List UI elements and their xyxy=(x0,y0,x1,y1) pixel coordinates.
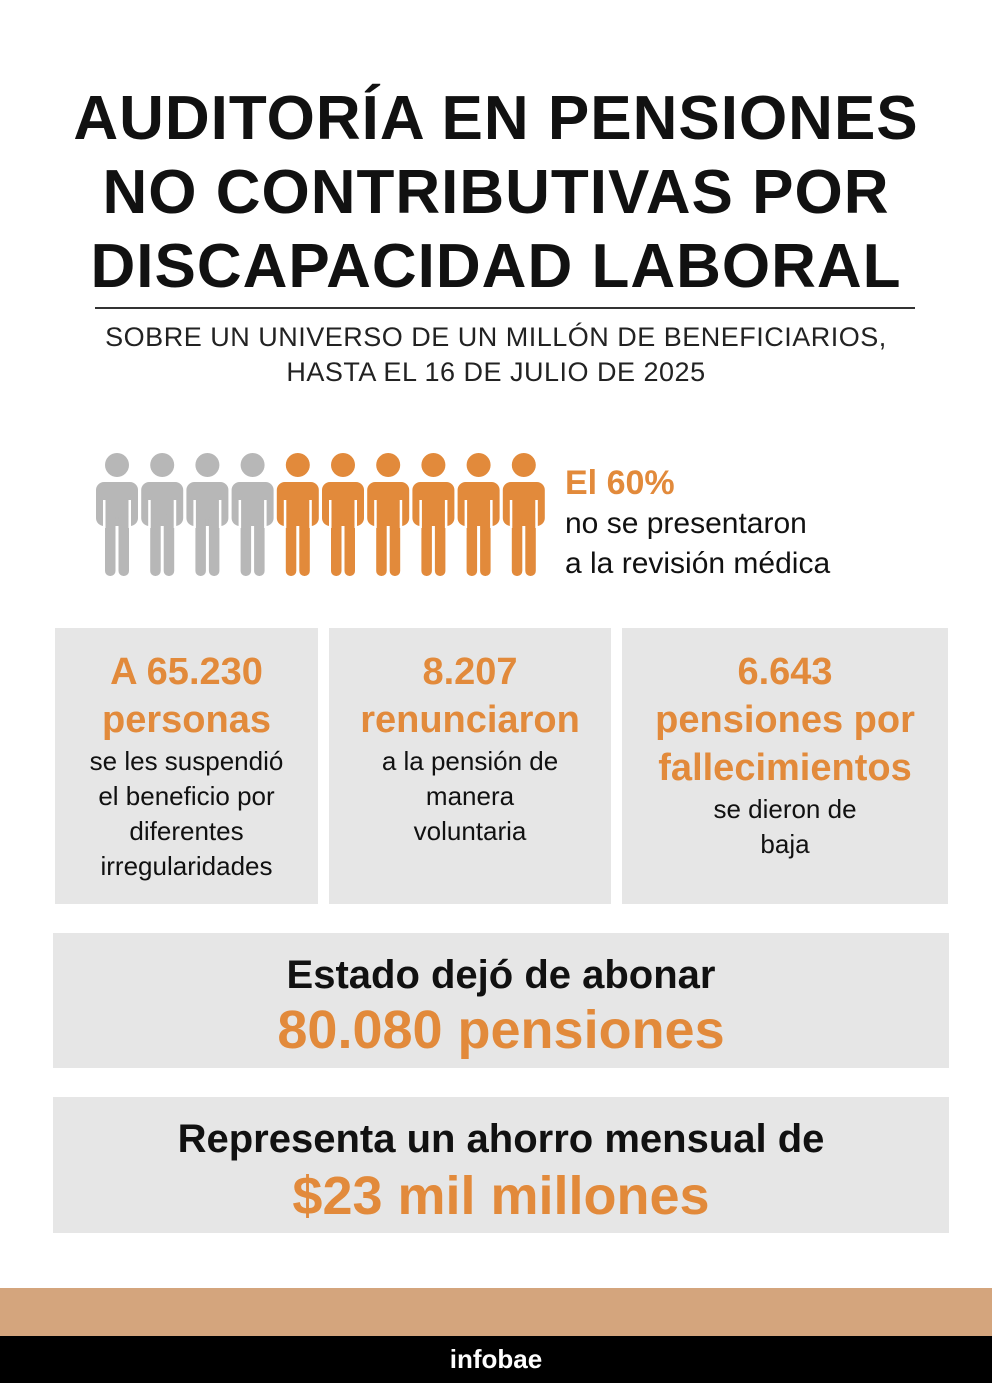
card-text: manera xyxy=(425,781,515,811)
footer-brand xyxy=(0,1336,992,1383)
card-label: personas xyxy=(102,699,271,741)
person-icon xyxy=(186,453,228,576)
person-icon xyxy=(322,453,364,576)
card-value: 8.207 xyxy=(422,651,518,693)
card-text: irregularidades xyxy=(100,851,273,881)
band-lead: Estado dejó de abonar xyxy=(286,953,716,997)
card-resigned xyxy=(329,628,611,904)
card-deceased xyxy=(622,628,948,904)
brand-logo: infobae xyxy=(449,1344,543,1374)
title-divider xyxy=(95,307,915,309)
card-prefix: A xyxy=(110,651,147,693)
card-text: baja xyxy=(760,829,810,859)
stat-60-highlight: El 60% xyxy=(565,464,675,502)
subtitle-line: SOBRE UN UNIVERSO DE UN MILLÓN DE BENEFICIARIOS, xyxy=(105,322,887,352)
person-icon xyxy=(503,453,545,576)
card-text: se les suspendió xyxy=(89,746,284,776)
band-monthly-savings xyxy=(53,1097,949,1233)
card-label: fallecimientos xyxy=(658,747,912,789)
person-icon xyxy=(232,453,274,576)
card-text: voluntaria xyxy=(413,816,527,846)
person-icon xyxy=(141,453,183,576)
band-big-number: $23 mil millones xyxy=(292,1166,710,1226)
subtitle xyxy=(40,320,952,390)
card-number xyxy=(55,648,318,696)
page-title xyxy=(40,82,952,304)
title-line: DISCAPACIDAD LABORAL xyxy=(90,232,902,301)
card-suspended xyxy=(55,628,318,904)
title-line: AUDITORÍA EN PENSIONES xyxy=(73,84,919,153)
band-lead: Representa un ahorro mensual de xyxy=(177,1117,825,1161)
card-value: 65.230 xyxy=(146,651,263,693)
people-pictogram xyxy=(95,452,547,578)
person-icon xyxy=(412,453,454,576)
card-value: 6.643 xyxy=(737,651,833,693)
stat-60-line: a la revisión médica xyxy=(565,547,831,580)
person-icon xyxy=(458,453,500,576)
stat-60-line: no se presentaron xyxy=(565,507,807,540)
stat-60-percent xyxy=(565,462,965,584)
person-icon xyxy=(277,453,319,576)
person-icon xyxy=(96,453,138,576)
band-big-number: 80.080 pensiones xyxy=(277,1000,725,1060)
subtitle-line: HASTA EL 16 DE JULIO DE 2025 xyxy=(286,357,706,387)
card-text: a la pensión de xyxy=(381,746,559,776)
card-text: el beneficio por xyxy=(98,781,275,811)
band-pensions-stopped xyxy=(53,933,949,1068)
card-label: pensiones por xyxy=(655,699,915,741)
card-text: se dieron de xyxy=(713,794,857,824)
title-line: NO CONTRIBUTIVAS POR xyxy=(102,158,890,227)
footer-accent-band xyxy=(0,1288,992,1336)
card-text: diferentes xyxy=(129,816,244,846)
person-icon xyxy=(367,453,409,576)
card-label: renunciaron xyxy=(360,699,580,741)
